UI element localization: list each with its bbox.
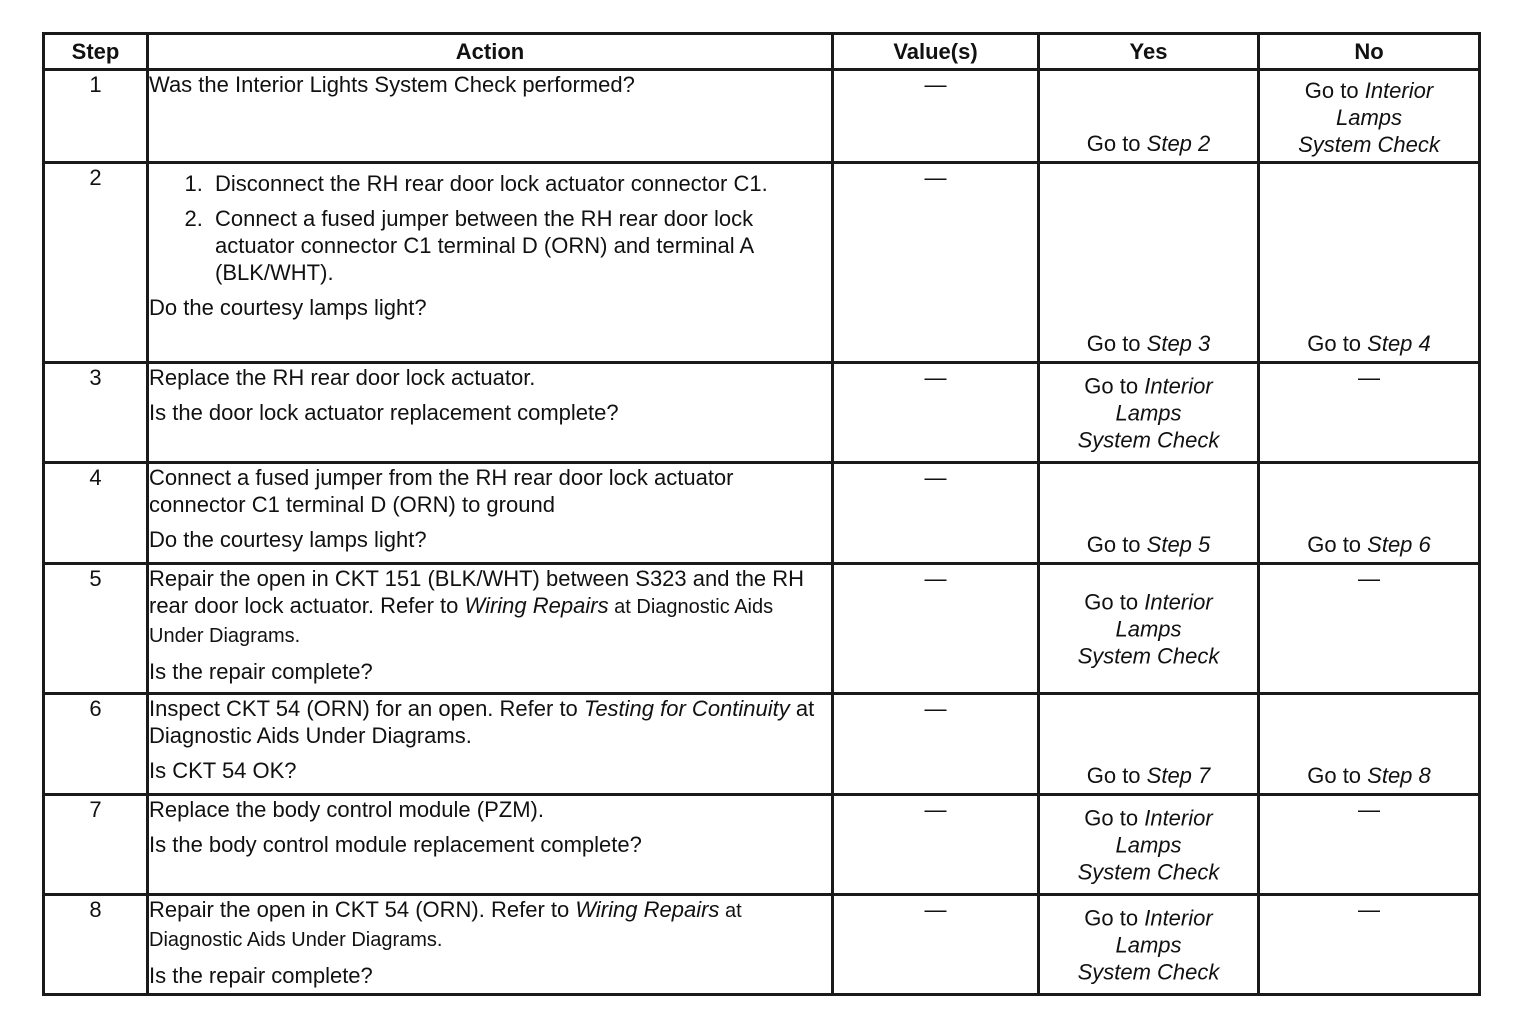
step-number: 3 [44,363,148,463]
action-text: Inspect CKT 54 (ORN) for an open. Refer to [149,696,584,721]
table-row [44,895,1480,995]
action-instruction: Replace the RH rear door lock actuator. [149,365,536,390]
wiring-repairs-ref: Wiring Repairs [464,593,609,618]
diagnostic-table [42,32,1481,996]
no-go-to: Go to [1307,532,1368,557]
action-cell [148,70,833,163]
yes-cell [1039,70,1259,163]
no-go-to: Go to [1307,763,1368,788]
yes-step-link: Step 5 [1146,532,1211,557]
action-question: Do the courtesy lamps light? [149,527,427,552]
wiring-repairs-ref: Wiring Repairs [575,897,720,922]
action-question: Is CKT 54 OK? [149,758,297,783]
yes-go-to: Go to [1084,905,1145,930]
no-cell: — [1259,895,1480,995]
action-cell [148,795,833,895]
step-number: 5 [44,564,148,694]
action-text: Repair the open in CKT 54 (ORN). Refer to [149,897,576,922]
yes-ref-interior: Interior [1144,373,1213,398]
yes-go-to: Go to [1086,331,1147,356]
value-cell: — [833,70,1039,163]
no-step-link: Step 8 [1367,763,1431,788]
yes-cell [1039,363,1259,463]
yes-go-to: Go to [1084,805,1145,830]
step-number: 8 [44,895,148,995]
yes-go-to: Go to [1086,131,1147,156]
yes-cell [1039,564,1259,694]
action-instruction: Connect a fused jumper from the RH rear door lock actuator connector C1 terminal D (ORN) to ground [149,465,734,517]
no-step-link: Step 6 [1367,532,1431,557]
yes-ref-interior: Interior [1144,905,1213,930]
value-cell: — [833,795,1039,895]
value-cell: — [833,163,1039,363]
header-row [44,34,1480,70]
yes-go-to: Go to [1086,763,1147,788]
action-text-tail: at Diagnostic Aids Under Diagrams. [149,596,774,647]
yes-step-link: Step 3 [1146,331,1211,356]
header-values: Value(s) [833,34,1039,70]
value-cell: — [833,694,1039,795]
table-row [44,463,1480,564]
yes-ref-lamps: Lamps [1115,616,1182,641]
action-cell [148,463,833,564]
no-cell [1259,463,1480,564]
yes-ref-interior: Interior [1144,805,1213,830]
action-cell [148,363,833,463]
yes-go-to: Go to [1084,589,1145,614]
no-cell: — [1259,363,1480,463]
value-cell: — [833,564,1039,694]
header-yes: Yes [1039,34,1259,70]
action-question: Is the repair complete? [149,659,373,684]
no-ref-lamps: Lamps [1335,105,1403,130]
no-cell [1259,694,1480,795]
table-row [44,163,1480,363]
yes-ref-system-check: System Check [1077,859,1220,884]
action-question: Was the Interior Lights System Check performed? [149,72,635,97]
table-row [44,363,1480,463]
action-instruction [149,565,831,650]
step-number: 7 [44,795,148,895]
no-cell [1259,163,1480,363]
table-row [44,694,1480,795]
action-cell [148,564,833,694]
no-step-link: Step 4 [1367,331,1431,356]
header-action: Action [148,34,833,70]
action-cell [148,163,833,363]
no-go-to: Go to [1307,331,1368,356]
value-cell: — [833,895,1039,995]
yes-cell [1039,694,1259,795]
action-step-1: 1. Disconnect the RH rear door lock actuator connector C1. [209,170,831,197]
yes-cell [1039,895,1259,995]
action-step-2: 2. Connect a fused jumper between the RH rear door lock actuator connector C1 terminal D (ORN) and terminal A (BLK/WHT). [209,205,831,286]
no-ref-system-check: System Check [1298,132,1440,157]
no-cell [1259,70,1480,163]
yes-ref-system-check: System Check [1077,959,1220,984]
value-cell: — [833,363,1039,463]
yes-go-to: Go to [1084,373,1145,398]
action-instruction [149,896,831,954]
yes-ref-lamps: Lamps [1115,832,1182,857]
action-steps-list [149,170,831,286]
yes-ref-system-check: System Check [1077,643,1220,668]
action-text: Repair the open in CKT 151 (BLK/WHT) between S323 and the RH rear door lock actuator. Refer to [149,566,805,618]
yes-step-link: Step 2 [1146,131,1211,156]
step-number: 1 [44,70,148,163]
yes-ref-interior: Interior [1144,589,1213,614]
table-row [44,70,1480,163]
yes-cell [1039,163,1259,363]
yes-go-to: Go to [1086,532,1147,557]
no-go-to: Go to [1304,78,1365,103]
no-cell: — [1259,564,1480,694]
header-no: No [1259,34,1480,70]
action-text-tail: at Diagnostic Aids Under Diagrams. [149,900,742,951]
table-row [44,795,1480,895]
step-number: 6 [44,694,148,795]
header-step: Step [44,34,148,70]
no-ref-interior: Interior [1364,78,1434,103]
yes-cell [1039,795,1259,895]
action-question: Is the door lock actuator replacement complete? [149,400,619,425]
action-question: Do the courtesy lamps light? [149,295,427,320]
step-number: 4 [44,463,148,564]
table-row [44,564,1480,694]
yes-ref-system-check: System Check [1077,427,1220,452]
testing-continuity-ref: Testing for Continuity [583,696,790,721]
yes-ref-lamps: Lamps [1115,400,1182,425]
yes-ref-lamps: Lamps [1115,932,1182,957]
action-instruction: Replace the body control module (PZM). [149,797,544,822]
action-cell [148,694,833,795]
action-question: Is the repair complete? [149,963,373,988]
action-instruction [149,695,831,749]
action-question: Is the body control module replacement complete? [149,832,642,857]
value-cell: — [833,463,1039,564]
action-cell [148,895,833,995]
yes-cell [1039,463,1259,564]
no-cell: — [1259,795,1480,895]
action-text-tail: at Diagnostic Aids Under Diagrams. [149,696,815,748]
step-number: 2 [44,163,148,363]
yes-step-link: Step 7 [1146,763,1211,788]
